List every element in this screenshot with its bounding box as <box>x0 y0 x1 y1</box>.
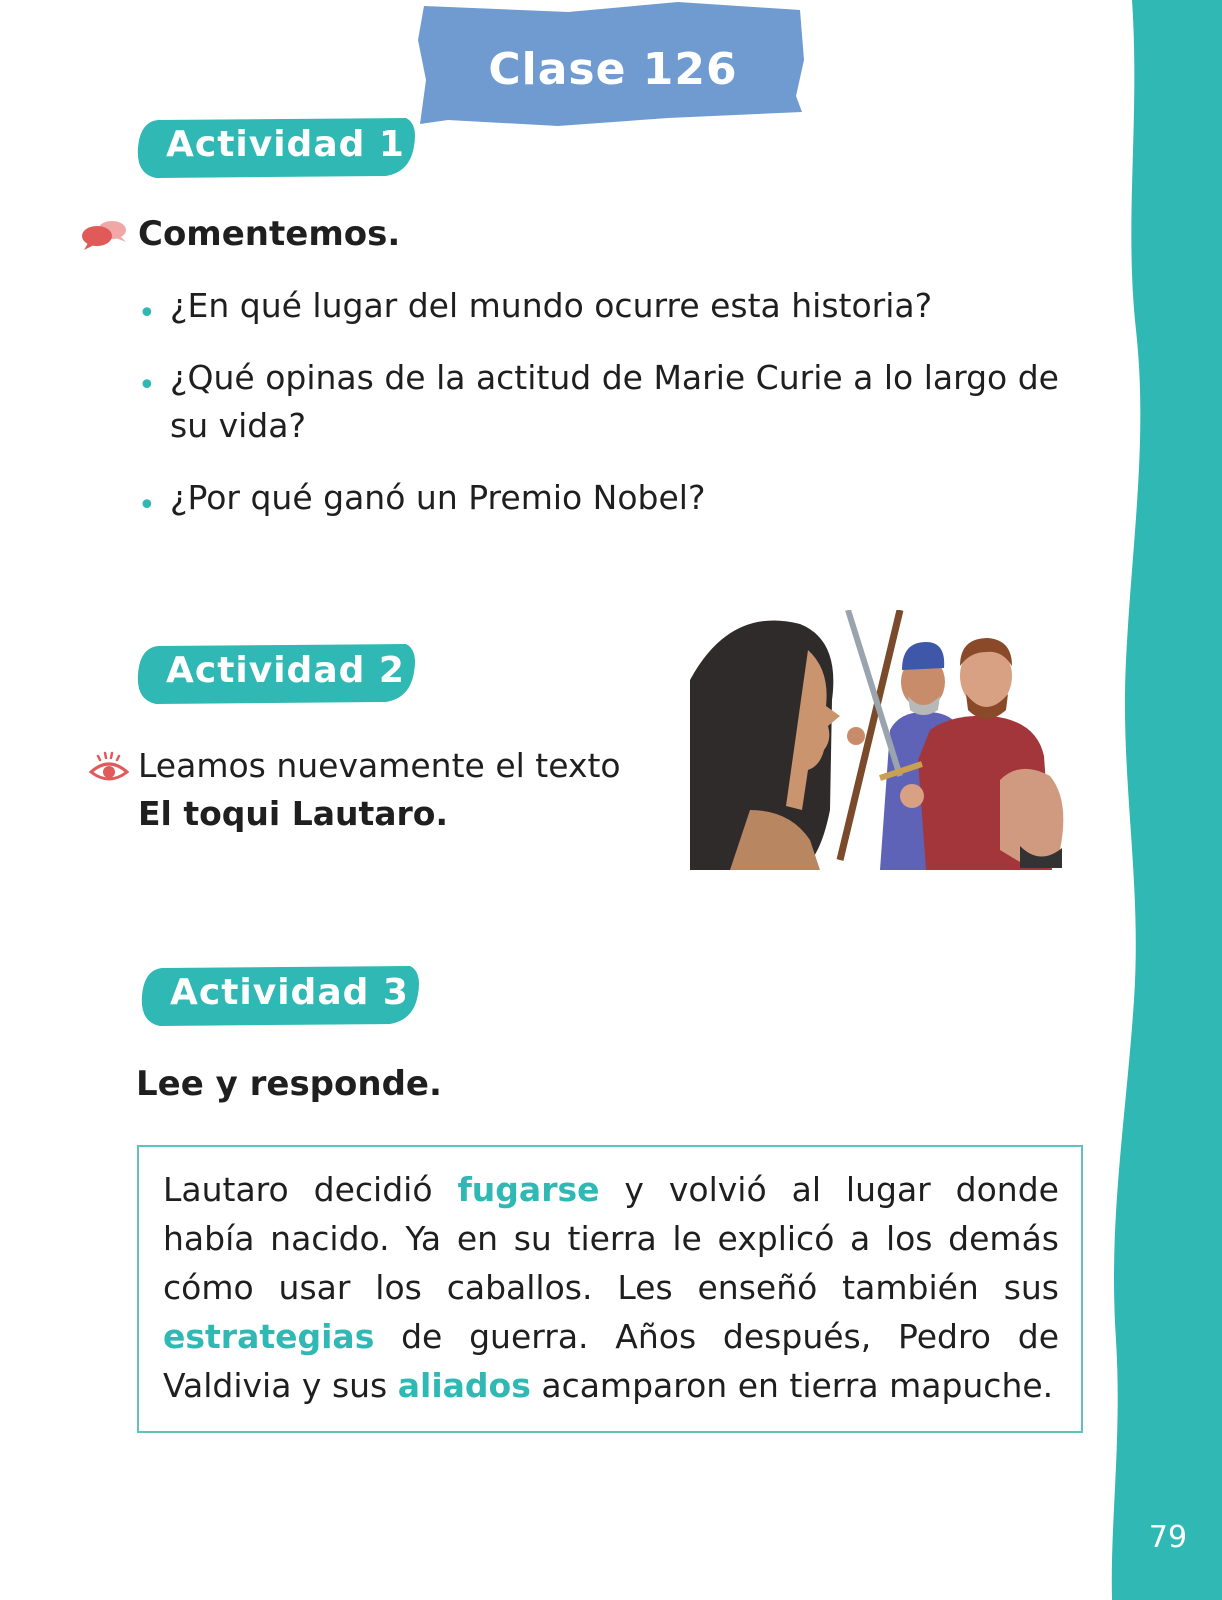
question-text: ¿Qué opinas de la actitud de Marie Curie a lo largo de su vida? <box>170 358 1059 445</box>
keyword: aliados <box>397 1366 531 1405</box>
lautaro-illustration <box>690 610 1080 870</box>
activity-1-title: Actividad 1 <box>166 124 405 165</box>
keyword: estrategias <box>163 1317 375 1356</box>
activity-2-label <box>136 642 418 704</box>
question-list <box>136 282 1076 546</box>
question-text: ¿En qué lugar del mundo ocurre esta historia? <box>170 286 933 325</box>
activity-1-label <box>136 116 418 178</box>
class-title: Clase 126 <box>488 44 738 95</box>
question-item <box>136 474 1076 522</box>
passage-text: de guerra. Años después, Pedro de Valdivia y sus <box>163 1317 1059 1405</box>
eye-icon <box>88 750 130 784</box>
reading-passage <box>163 1165 1059 1410</box>
speech-bubbles-icon <box>80 218 130 252</box>
passage-text: y volvió al lugar donde había nacido. Ya en su tierra le explicó a los demás cómo usar los caballos. Les enseñó también sus <box>163 1170 1059 1307</box>
question-item <box>136 282 1076 330</box>
question-item <box>136 354 1076 450</box>
text-title: El toqui Lautaro. <box>138 794 449 833</box>
page-number: 79 <box>1148 1520 1188 1555</box>
passage-text: Lautaro decidió <box>163 1170 458 1209</box>
activity-3-instruction: Lee y responde. <box>136 1064 442 1104</box>
activity-3-title: Actividad 3 <box>170 972 409 1013</box>
bullet-icon: • <box>138 368 156 403</box>
reading-box <box>137 1145 1083 1433</box>
question-text: ¿Por qué ganó un Premio Nobel? <box>170 478 706 517</box>
activity-2-title: Actividad 2 <box>166 650 405 691</box>
activity-2-instruction: Leamos nuevamente el texto <box>138 746 621 785</box>
activity-3-label <box>140 964 422 1026</box>
passage-text: acamparon en tierra mapuche. <box>530 1366 1054 1405</box>
bullet-icon: • <box>138 488 156 523</box>
bullet-icon: • <box>138 296 156 331</box>
keyword: fugarse <box>457 1170 600 1209</box>
activity-1-instruction: Comentemos. <box>138 214 401 254</box>
